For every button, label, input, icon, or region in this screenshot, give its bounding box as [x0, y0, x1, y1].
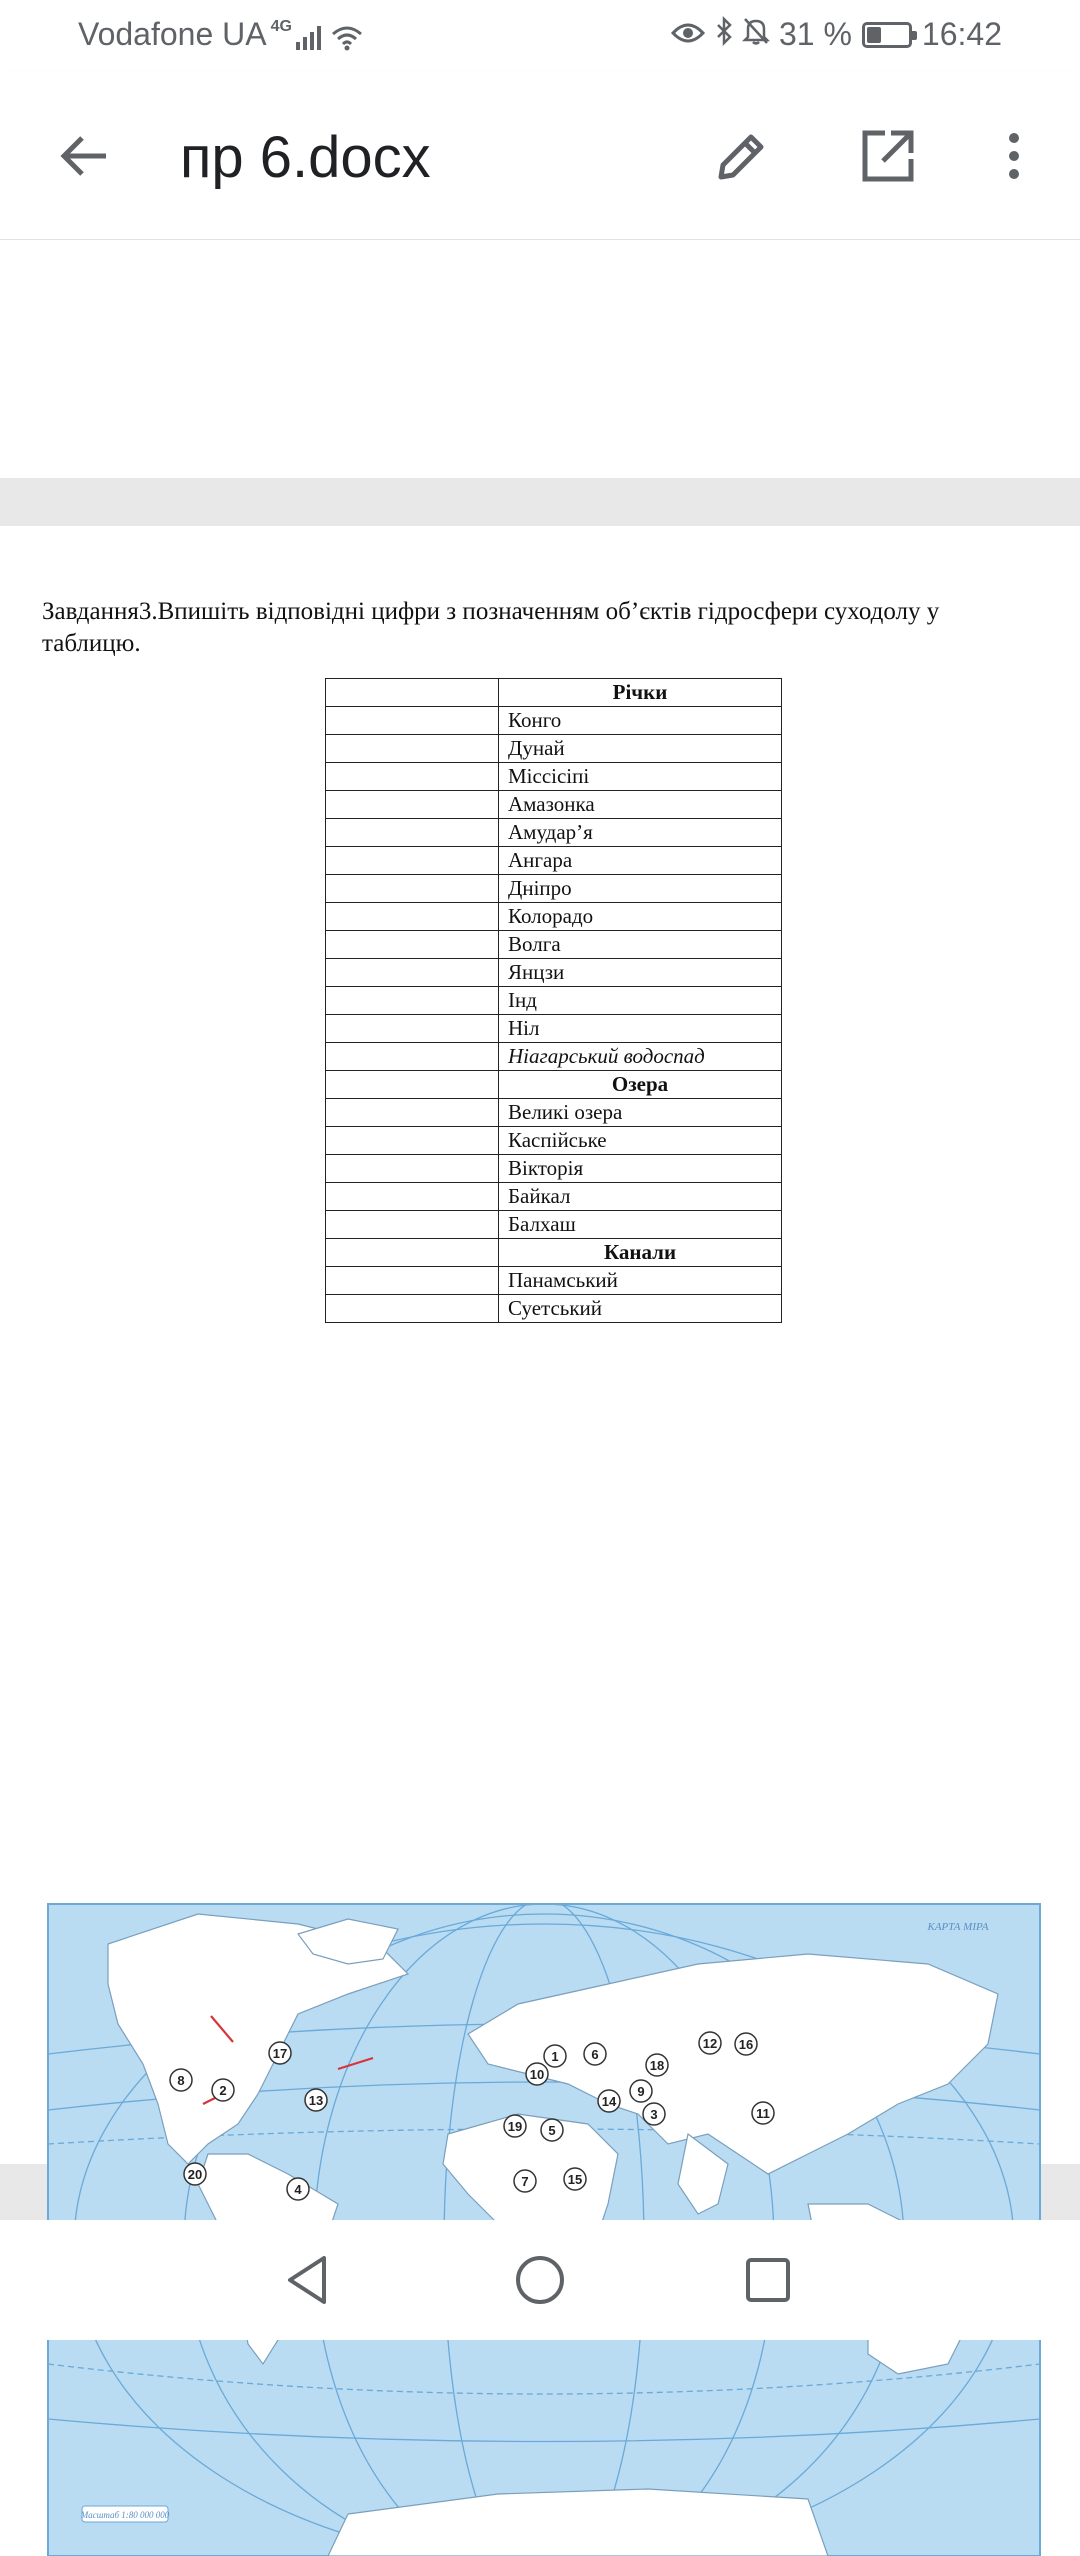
map-marker-label: 17 — [272, 2046, 288, 2061]
answer-cell — [326, 1211, 499, 1239]
status-bar — [0, 0, 1080, 72]
answer-cell — [326, 987, 499, 1015]
table-section-header-row — [326, 1071, 782, 1099]
object-name-cell: Конго — [499, 707, 782, 735]
carrier-label: Vodafone UA — [78, 16, 267, 52]
battery-icon — [862, 22, 912, 48]
object-name-cell: Панамський — [499, 1267, 782, 1295]
map-marker-label: 6 — [591, 2047, 599, 2062]
more-vert-icon — [1006, 128, 1022, 184]
table-row — [326, 959, 782, 987]
map-marker-label: 12 — [702, 2036, 718, 2051]
bluetooth-icon — [715, 16, 733, 53]
open-in-app-button[interactable] — [848, 116, 928, 196]
answer-cell — [326, 903, 499, 931]
map-marker-label: 7 — [521, 2174, 529, 2189]
table-row — [326, 1015, 782, 1043]
table-row — [326, 1155, 782, 1183]
answer-cell — [326, 1239, 499, 1267]
eye-icon — [671, 16, 705, 53]
object-name-cell: Ніл — [499, 1015, 782, 1043]
object-name-cell: Каспійське — [499, 1127, 782, 1155]
status-right — [671, 16, 1002, 53]
answer-cell — [326, 1155, 499, 1183]
map-marker-label: 1 — [551, 2049, 559, 2064]
table-row — [326, 987, 782, 1015]
object-name-cell: Вікторія — [499, 1155, 782, 1183]
answer-cell — [326, 1071, 499, 1099]
map-marker-label: 9 — [637, 2084, 645, 2099]
table-row — [326, 1295, 782, 1323]
object-name-cell: Інд — [499, 987, 782, 1015]
object-name-cell: Дунай — [499, 735, 782, 763]
signal-icon — [296, 24, 321, 50]
hydrosphere-table — [325, 678, 782, 1323]
answer-cell — [326, 847, 499, 875]
object-name-cell: Колорадо — [499, 903, 782, 931]
answer-cell — [326, 1043, 499, 1071]
table-row — [326, 763, 782, 791]
answer-cell — [326, 1099, 499, 1127]
answer-cell — [326, 1183, 499, 1211]
object-name-cell: Байкал — [499, 1183, 782, 1211]
section-header: Річки — [499, 679, 782, 707]
map-marker-label: 5 — [548, 2123, 556, 2138]
document-title: пр 6.docx — [180, 125, 431, 190]
object-name-cell: Дніпро — [499, 875, 782, 903]
table-row — [326, 875, 782, 903]
table-section-header-row — [326, 1239, 782, 1267]
object-name-cell: Великі озера — [499, 1099, 782, 1127]
answer-cell — [326, 679, 499, 707]
table-row — [326, 903, 782, 931]
wifi-icon — [331, 22, 363, 59]
nav-home-button[interactable] — [510, 2250, 570, 2310]
object-name-cell: Ангара — [499, 847, 782, 875]
object-name-cell: Янцзи — [499, 959, 782, 987]
table-row — [326, 819, 782, 847]
map-marker-label: 14 — [601, 2094, 617, 2109]
answer-cell — [326, 707, 499, 735]
pencil-icon — [713, 127, 771, 185]
map-marker-label: 11 — [756, 2106, 770, 2121]
nav-recents-button[interactable] — [738, 2250, 798, 2310]
nav-recents-icon — [744, 2256, 792, 2304]
section-header: Озера — [499, 1071, 782, 1099]
navigation-bar — [0, 2220, 1080, 2340]
table-row — [326, 735, 782, 763]
object-name-cell: Міссісіпі — [499, 763, 782, 791]
nav-home-icon — [514, 2254, 566, 2306]
task-text: Завдання3.Впишіть відповідні цифри з позначенням об’єктів гідросфери суходолу у таблицю. — [42, 598, 940, 657]
map-marker-label: 8 — [177, 2073, 185, 2088]
bell-off-icon — [743, 16, 769, 53]
table-row — [326, 847, 782, 875]
clock-label: 16:42 — [921, 16, 1002, 52]
back-arrow-icon — [56, 128, 112, 184]
answer-cell — [326, 875, 499, 903]
back-button[interactable] — [44, 116, 124, 196]
object-name-cell: Волга — [499, 931, 782, 959]
nav-back-icon — [284, 2254, 332, 2306]
table-row — [326, 1267, 782, 1295]
battery-percent-label: 31 % — [778, 16, 852, 52]
table-row — [326, 1043, 782, 1071]
table-row — [326, 1127, 782, 1155]
object-name-cell: Ніагарський водоспад — [499, 1043, 782, 1071]
table-row — [326, 707, 782, 735]
document-page-1 — [0, 240, 1080, 478]
status-left — [78, 16, 363, 59]
answer-cell — [326, 1295, 499, 1323]
network-type-label: 4G — [270, 18, 292, 35]
map-marker-label: 13 — [308, 2093, 324, 2108]
answer-cell — [326, 763, 499, 791]
answer-cell — [326, 819, 499, 847]
app-bar — [0, 72, 1080, 240]
table-row — [326, 931, 782, 959]
document-page-2 — [0, 526, 1080, 2520]
nav-back-button[interactable] — [278, 2250, 338, 2310]
answer-cell — [326, 959, 499, 987]
answer-cell — [326, 735, 499, 763]
table-row — [326, 791, 782, 819]
map-marker-label: 10 — [529, 2067, 545, 2082]
map-marker-label: 20 — [187, 2167, 203, 2182]
answer-cell — [326, 1015, 499, 1043]
document-viewer[interactable] — [0, 240, 1080, 2520]
table-section-header-row — [326, 679, 782, 707]
object-name-cell: Амудар’я — [499, 819, 782, 847]
open-external-icon — [859, 127, 917, 185]
map-marker-label: 2 — [219, 2083, 227, 2098]
map-marker-label: 19 — [507, 2119, 523, 2134]
answer-cell — [326, 1127, 499, 1155]
map-marker-label: 4 — [294, 2182, 302, 2197]
map-marker-label: 15 — [567, 2172, 583, 2187]
map-marker-label: 18 — [649, 2058, 665, 2073]
section-header: Канали — [499, 1239, 782, 1267]
more-options-button[interactable] — [984, 116, 1044, 196]
object-name-cell: Амазонка — [499, 791, 782, 819]
edit-button[interactable] — [702, 116, 782, 196]
object-name-cell: Суетський — [499, 1295, 782, 1323]
answer-cell — [326, 1267, 499, 1295]
scale-label: Масштаб 1:80 000 000 — [80, 2510, 170, 2520]
table-row — [326, 1211, 782, 1239]
table-row — [326, 1099, 782, 1127]
answer-cell — [326, 931, 499, 959]
map-marker-label: 3 — [650, 2107, 658, 2122]
object-name-cell: Балхаш — [499, 1211, 782, 1239]
answer-cell — [326, 791, 499, 819]
map-marker-label: 16 — [738, 2037, 754, 2052]
map-title: КАРТА МІРА — [927, 1921, 989, 1933]
table-row — [326, 1183, 782, 1211]
